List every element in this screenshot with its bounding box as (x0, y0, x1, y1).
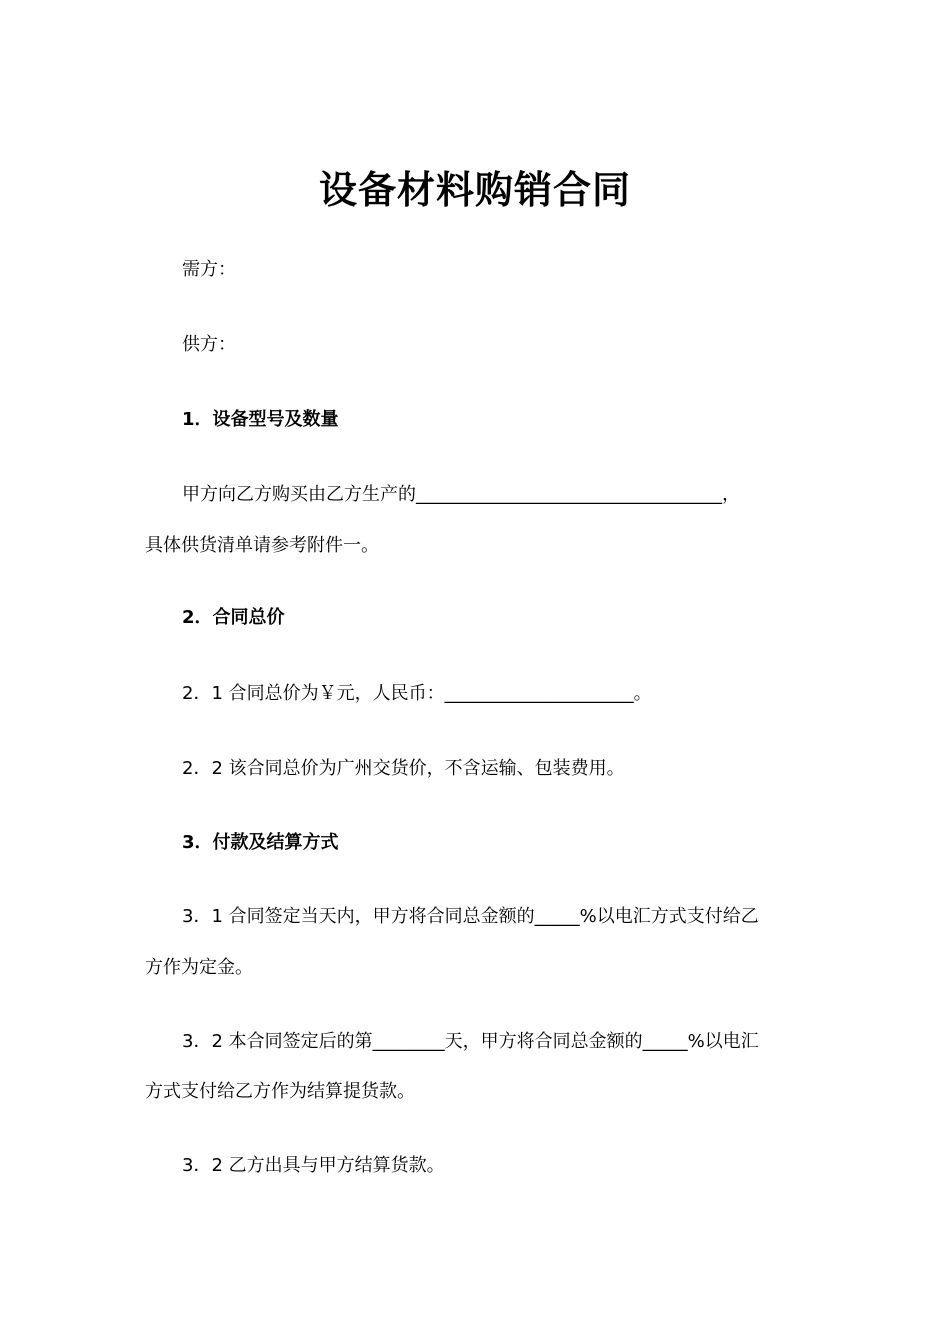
supplier-label: 供方： (182, 334, 236, 355)
section-1-line-2: 具体供货清单请参考附件一。 (145, 535, 379, 556)
buyer-label: 需方： (182, 259, 236, 280)
section-3-clause-1-line-2: 方作为定金。 (145, 957, 253, 978)
section-3-heading: 3．付款及结算方式 (182, 832, 339, 853)
section-3-clause-2-line-2: 方式支付给乙方作为结算提货款。 (145, 1081, 415, 1102)
section-2-heading: 2．合同总价 (182, 607, 285, 628)
section-1-heading: 1．设备型号及数量 (182, 409, 339, 430)
section-2-clause-2: 2．2 该合同总价为广州交货价，不含运输、包装费用。 (182, 758, 625, 779)
document-title: 设备材料购销合同 (318, 168, 631, 212)
section-3-clause-3: 3．2 乙方出具与甲方结算货款。 (182, 1155, 445, 1176)
section-3-clause-2-line-1: 3．2 本合同签定后的第________天，甲方将合同总金额的_____%以电汇 (182, 1031, 759, 1052)
section-2-clause-1: 2．1 合同总价为￥元，人民币：_____________________。 (182, 683, 652, 704)
section-3-clause-1-line-1: 3．1 合同签定当天内，甲方将合同总金额的_____%以电汇方式支付给乙 (182, 906, 759, 927)
section-1-line-1: 甲方向乙方购买由乙方生产的__________________________________， (182, 484, 740, 505)
